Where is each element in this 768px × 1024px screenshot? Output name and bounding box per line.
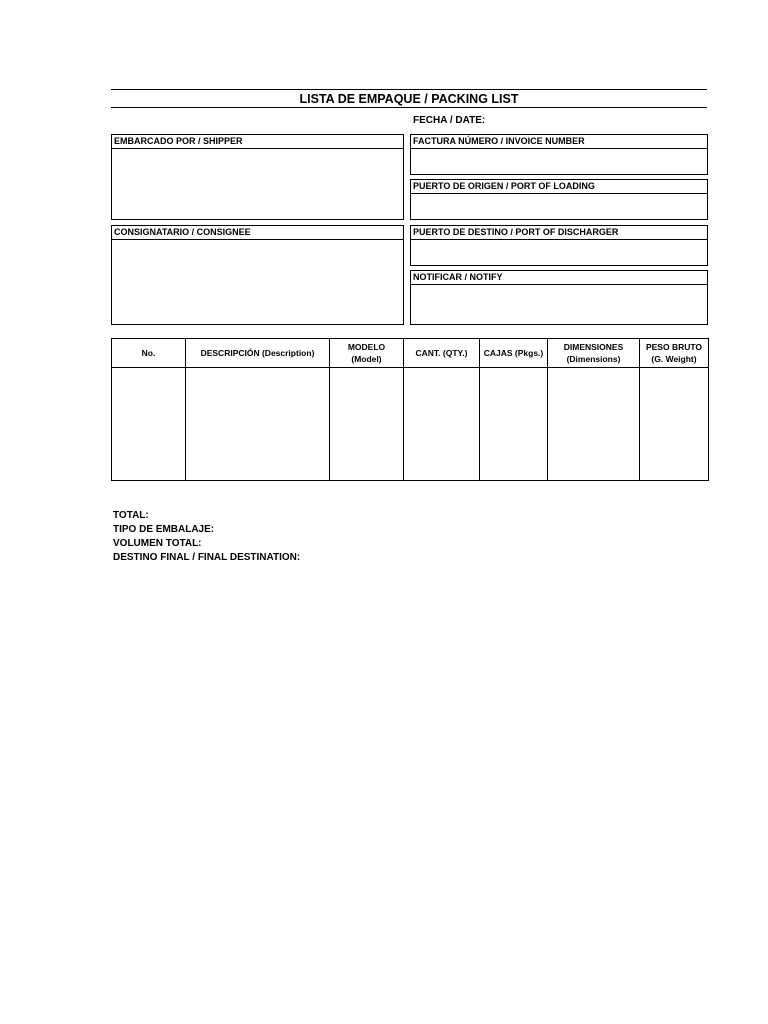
column-header-gross-weight: PESO BRUTO (G. Weight): [640, 339, 709, 368]
port-loading-field[interactable]: [411, 194, 707, 219]
consignee-label: CONSIGNATARIO / CONSIGNEE: [112, 226, 403, 240]
cell-packages[interactable]: [480, 368, 548, 481]
cell-gross-weight[interactable]: [640, 368, 709, 481]
packing-type-label: TIPO DE EMBALAJE:: [113, 524, 215, 535]
cell-description[interactable]: [186, 368, 330, 481]
top-rule: [111, 89, 707, 90]
cell-model[interactable]: [330, 368, 404, 481]
column-header-quantity: CANT. (QTY.): [404, 339, 480, 368]
title-underline: [111, 107, 707, 108]
column-header-description: DESCRIPCIÓN (Description): [186, 339, 330, 368]
port-loading-label: PUERTO DE ORIGEN / PORT OF LOADING: [411, 180, 707, 194]
shipper-label: EMBARCADO POR / SHIPPER: [112, 135, 403, 149]
invoice-field[interactable]: [411, 149, 707, 174]
total-volume-label: VOLUMEN TOTAL:: [113, 538, 202, 549]
column-header-model: MODELO (Model): [330, 339, 404, 368]
invoice-box: [410, 134, 708, 175]
column-header-dimensions: DIMENSIONES (Dimensions): [548, 339, 640, 368]
table-header-row: [112, 339, 709, 368]
date-label: FECHA / DATE:: [413, 115, 486, 126]
consignee-box: [111, 225, 404, 325]
port-discharge-box: [410, 225, 708, 266]
shipper-box: [111, 134, 404, 220]
cell-dimensions[interactable]: [548, 368, 640, 481]
notify-field[interactable]: [411, 285, 707, 324]
notify-box: [410, 270, 708, 325]
notify-label: NOTIFICAR / NOTIFY: [411, 271, 707, 285]
shipper-field[interactable]: [112, 149, 403, 219]
total-label: TOTAL:: [113, 510, 149, 521]
table-row: [112, 368, 709, 481]
consignee-field[interactable]: [112, 240, 403, 324]
final-destination-label: DESTINO FINAL / FINAL DESTINATION:: [113, 552, 301, 563]
cell-no[interactable]: [112, 368, 186, 481]
column-header-packages: CAJAS (Pkgs.): [480, 339, 548, 368]
cell-quantity[interactable]: [404, 368, 480, 481]
items-table: [111, 338, 709, 481]
port-discharge-field[interactable]: [411, 240, 707, 265]
invoice-label: FACTURA NÚMERO / INVOICE NUMBER: [411, 135, 707, 149]
page-title: LISTA DE EMPAQUE / PACKING LIST: [299, 92, 519, 106]
totals-section: [113, 509, 300, 565]
column-header-no: No.: [112, 339, 186, 368]
port-discharge-label: PUERTO DE DESTINO / PORT OF DISCHARGER: [411, 226, 707, 240]
port-loading-box: [410, 179, 708, 220]
